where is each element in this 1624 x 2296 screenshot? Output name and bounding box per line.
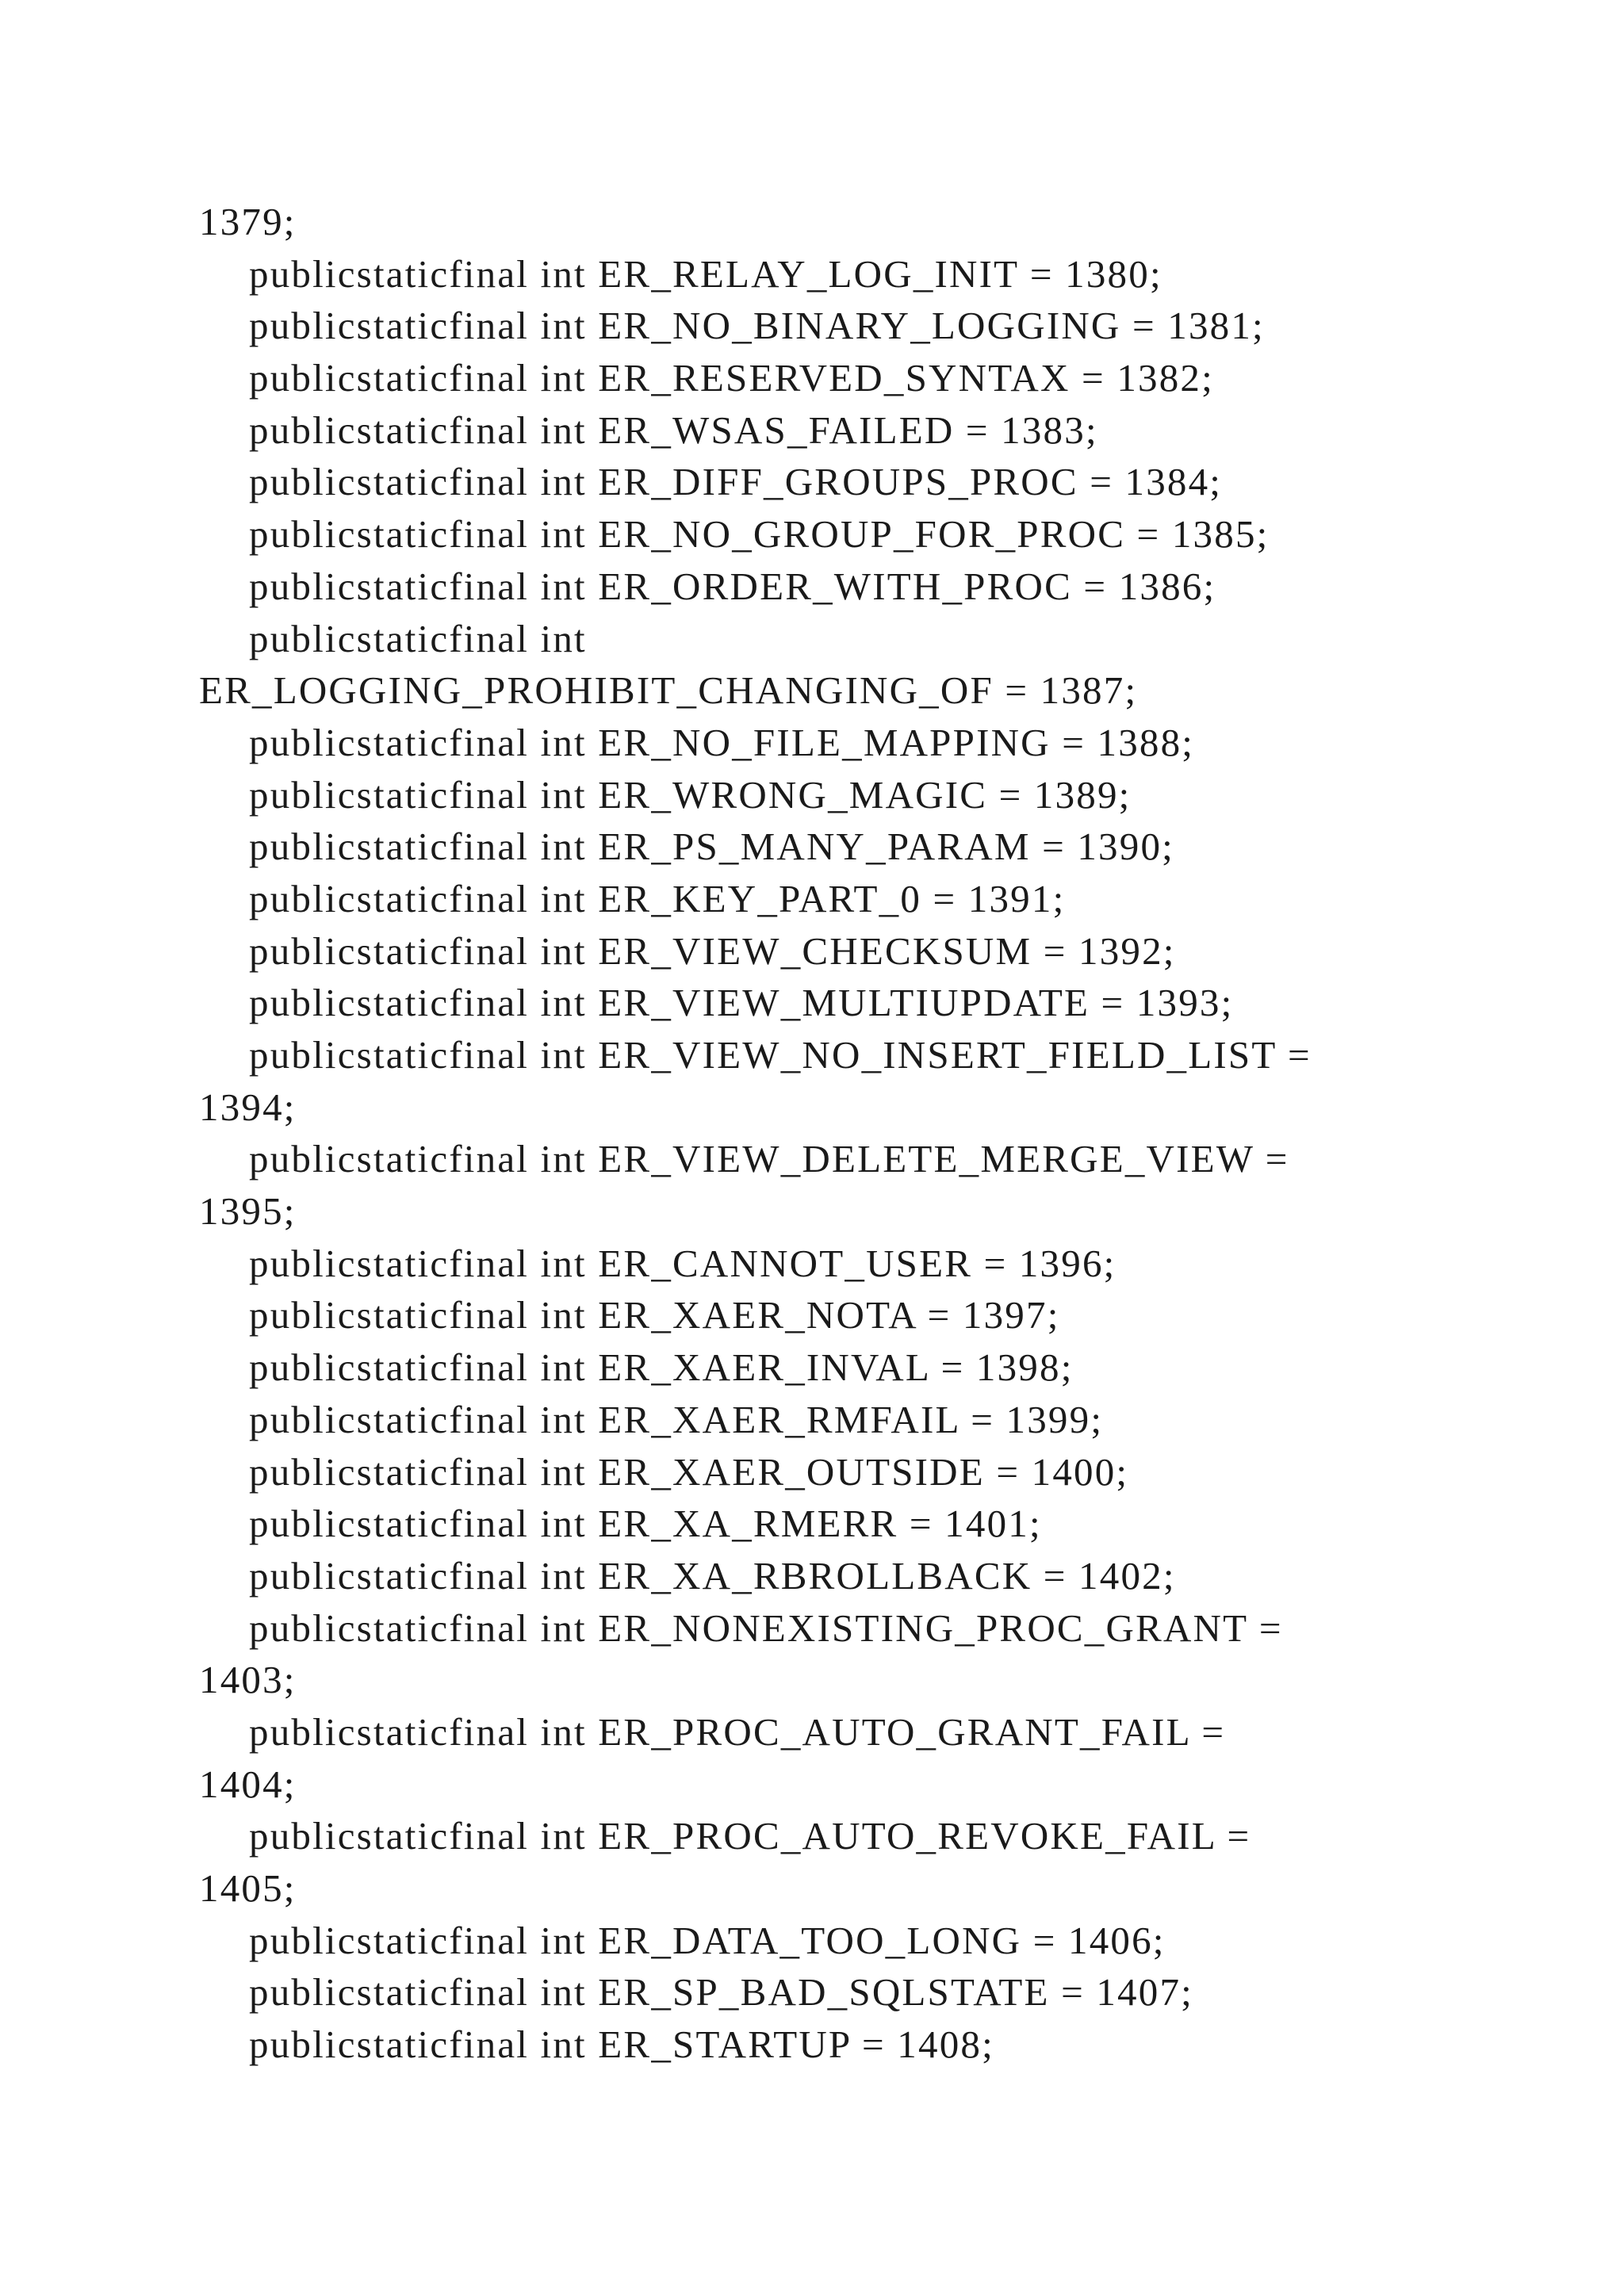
code-line: publicstaticfinal int [249,616,587,660]
code-line: 1379; [199,200,297,243]
code-line: publicstaticfinal int ER_XAER_INVAL = 1398; [249,1345,1074,1390]
code-line: publicstaticfinal int ER_SP_BAD_SQLSTATE = 1407; [249,1970,1193,2015]
code-line: publicstaticfinal int ER_WRONG_MAGIC = 1389; [249,772,1132,817]
code-line: publicstaticfinal int ER_NONEXISTING_PROC_GRANT = [249,1605,1283,1650]
code-line: 1394; [199,1085,297,1129]
code-line: 1403; [199,1658,297,1702]
code-line: publicstaticfinal int ER_DIFF_GROUPS_PROC = 1384; [249,460,1223,504]
code-line: publicstaticfinal int ER_VIEW_NO_INSERT_FIELD_LIST = [249,1033,1312,1077]
code-line: publicstaticfinal int ER_PROC_AUTO_REVOKE_FAIL = [249,1814,1251,1858]
code-line: publicstaticfinal int ER_XA_RMERR = 1401; [249,1502,1042,1546]
code-line: publicstaticfinal int ER_WSAS_FAILED = 1383; [249,408,1098,452]
code-line: publicstaticfinal int ER_NO_GROUP_FOR_PROC = 1385; [249,512,1270,557]
code-line: publicstaticfinal int ER_XAER_RMFAIL = 1399; [249,1397,1104,1441]
code-line: 1395; [199,1189,297,1234]
code-line: publicstaticfinal int ER_XAER_NOTA = 1397; [249,1293,1060,1337]
code-line: publicstaticfinal int ER_CANNOT_USER = 1396; [249,1241,1116,1285]
code-line: publicstaticfinal int ER_PROC_AUTO_GRANT_FAIL = [249,1709,1226,1754]
code-line: 1404; [199,1762,297,1806]
code-line: publicstaticfinal int ER_NO_BINARY_LOGGING = 1381; [249,304,1265,348]
code-line: publicstaticfinal int ER_XAER_OUTSIDE = 1400; [249,1449,1129,1494]
code-line: publicstaticfinal int ER_VIEW_DELETE_MERGE_VIEW = [249,1137,1289,1181]
code-line: publicstaticfinal int ER_VIEW_CHECKSUM = 1392; [249,928,1176,973]
code-line: ER_LOGGING_PROHIBIT_CHANGING_OF = 1387; [199,668,1138,713]
code-line: publicstaticfinal int ER_NO_FILE_MAPPING = 1388; [249,720,1195,764]
code-line: publicstaticfinal int ER_RESERVED_SYNTAX = 1382; [249,356,1214,400]
code-line: publicstaticfinal int ER_RELAY_LOG_INIT = 1380; [249,251,1162,296]
code-listing [199,196,1468,2071]
code-line: publicstaticfinal int ER_DATA_TOO_LONG = 1406; [249,1918,1166,1962]
code-line: publicstaticfinal int ER_XA_RBROLLBACK = 1402; [249,1553,1176,1598]
code-line: 1405; [199,1866,297,1910]
code-line: publicstaticfinal int ER_VIEW_MULTIUPDATE = 1393; [249,981,1234,1025]
code-line: publicstaticfinal int ER_ORDER_WITH_PROC = 1386; [249,564,1216,608]
code-line: publicstaticfinal int ER_PS_MANY_PARAM = 1390; [249,825,1174,869]
code-line: publicstaticfinal int ER_STARTUP = 1408; [249,2022,994,2067]
code-line: publicstaticfinal int ER_KEY_PART_0 = 1391; [249,876,1066,920]
